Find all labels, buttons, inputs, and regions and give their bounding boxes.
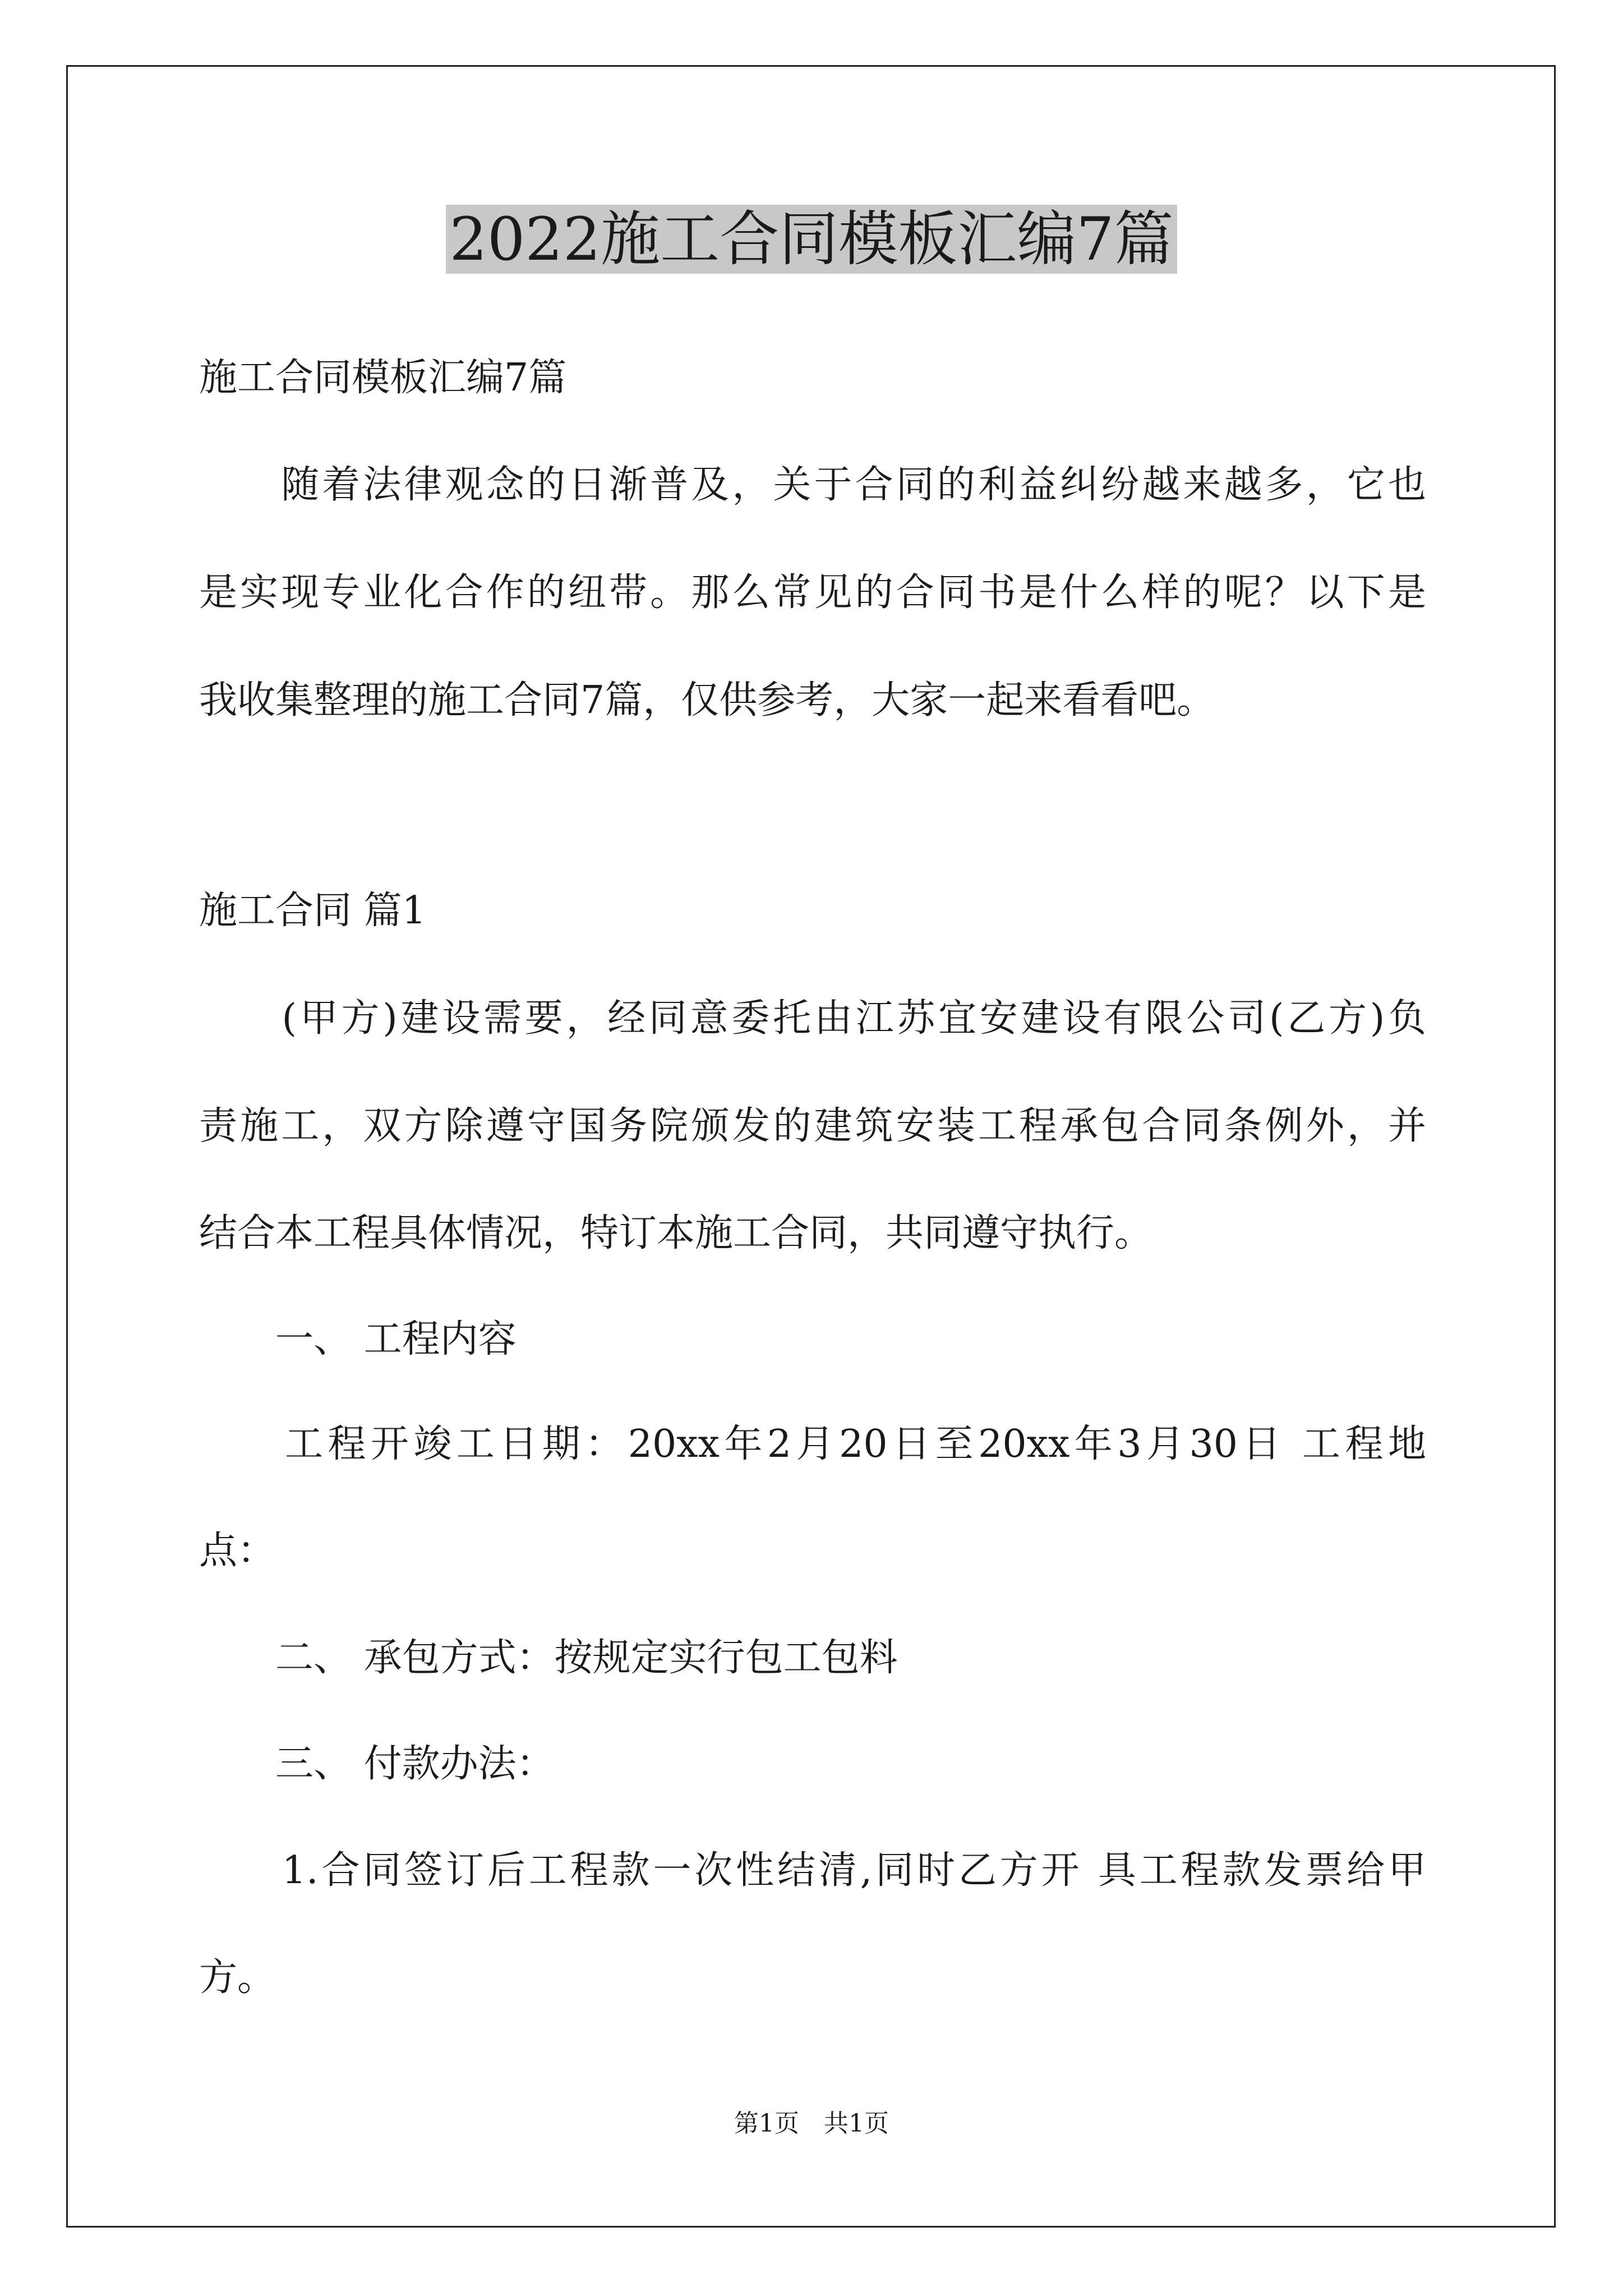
intro-line-1: 随着法律观念的日渐普及，关于合同的利益纠纷越来越多，它也 bbox=[199, 463, 1426, 507]
document-subtitle: 施工合同模板汇编7篇 bbox=[199, 356, 567, 400]
section-para-line-2: 责施工，双方除遵守国务院颁发的建筑安装工程承包合同条例外，并 bbox=[199, 1104, 1426, 1148]
section-para-line-3: 结合本工程具体情况，特订本施工合同，共同遵守执行。 bbox=[199, 1211, 1153, 1255]
section-heading: 施工合同 篇1 bbox=[199, 889, 426, 933]
schedule-line-2: 点： bbox=[199, 1529, 276, 1573]
page-footer: 第1页 共1页 bbox=[734, 2109, 889, 2138]
intro-line-2: 是实现专业化合作的纽带。那么常见的合同书是什么样的呢？以下是 bbox=[199, 570, 1426, 615]
item-two: 二、 承包方式：按规定实行包工包料 bbox=[199, 1636, 898, 1680]
document-title-text: 2022施工合同模板汇编7篇 bbox=[446, 205, 1177, 274]
schedule-line-1: 工程开竣工日期：20xx年2月20日至20xx年3月30日 工程地 bbox=[199, 1422, 1426, 1466]
document-title bbox=[0, 197, 1623, 282]
intro-line-3: 我收集整理的施工合同7篇，仅供参考，大家一起来看看吧。 bbox=[199, 678, 1215, 723]
section-para-line-1: (甲方)建设需要，经同意委托由江苏宜安建设有限公司(乙方)负 bbox=[199, 996, 1426, 1041]
payment-line-2: 方。 bbox=[199, 1955, 276, 2000]
item-one: 一、 工程内容 bbox=[199, 1317, 517, 1361]
payment-line-1: 1.合同签订后工程款一次性结清,同时乙方开 具工程款发票给甲 bbox=[199, 1848, 1426, 1893]
item-three: 三、 付款办法： bbox=[199, 1742, 555, 1786]
